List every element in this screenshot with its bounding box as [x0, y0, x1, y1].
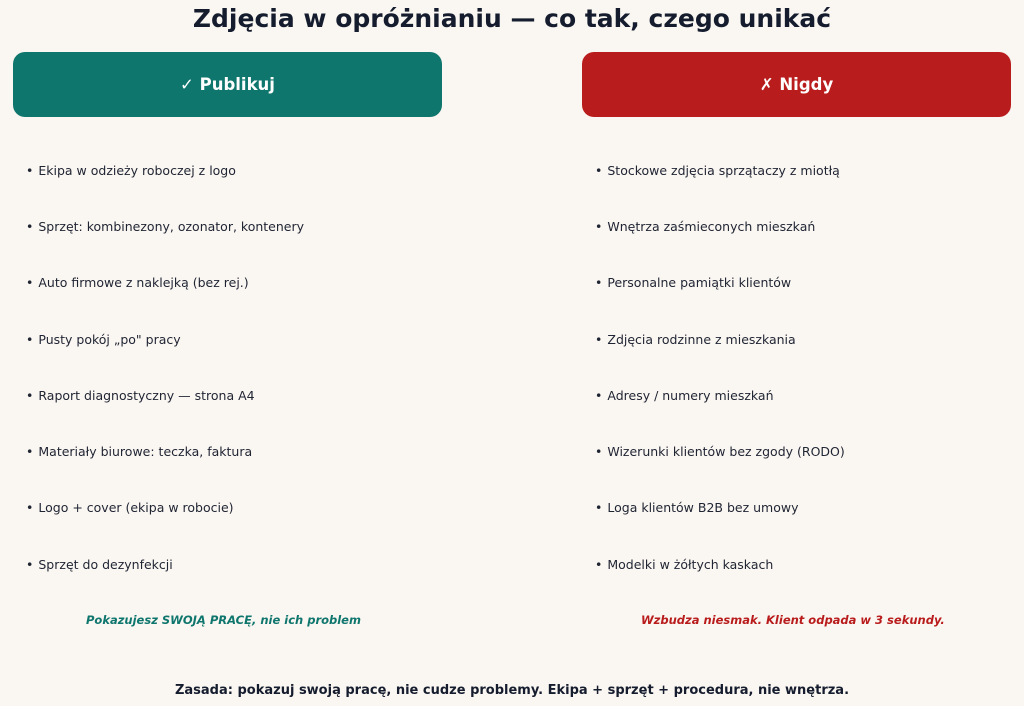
- list-item-label: Materiały biurowe: teczka, faktura: [38, 444, 253, 460]
- bullet: •: [26, 500, 34, 516]
- list-item: [595, 423, 1024, 479]
- list-item-label: Personalne pamiątki klientów: [607, 275, 792, 291]
- bullet: •: [595, 556, 603, 572]
- bullet: •: [595, 331, 603, 347]
- list-item-label: Wnętrza zaśmieconych mieszkań: [607, 218, 816, 234]
- bullet: •: [26, 275, 34, 291]
- list-item: [26, 142, 456, 198]
- list-item: [26, 367, 456, 423]
- never-list: [595, 142, 1024, 592]
- list-item: [595, 311, 1024, 367]
- bullet: •: [26, 218, 34, 234]
- bullet: •: [26, 331, 34, 347]
- list-item: [595, 142, 1024, 198]
- bullet: •: [26, 556, 34, 572]
- list-item-label: Ekipa w odzieży roboczej z logo: [38, 162, 236, 178]
- list-item-label: Sprzęt do dezynfekcji: [38, 556, 173, 572]
- list-item: [26, 198, 456, 254]
- list-item-label: Loga klientów B2B bez umowy: [607, 500, 799, 516]
- list-item-label: Stockowe zdjęcia sprzątaczy z miotłą: [607, 162, 840, 178]
- list-item: [26, 536, 456, 592]
- list-item-label: Adresy / numery mieszkań: [607, 387, 774, 403]
- bullet: •: [595, 218, 603, 234]
- publish-footer-note: Pokazujesz SWOJĄ PRACĘ, nie ich problem: [86, 613, 361, 627]
- never-footer-note: Wzbudza niesmak. Klient odpada w 3 sekundy.: [641, 613, 945, 627]
- bullet: •: [26, 444, 34, 460]
- never-header: ✗ Nigdy: [582, 52, 1011, 117]
- list-item-label: Wizerunki klientów bez zgody (RODO): [607, 444, 845, 460]
- publish-list: [26, 142, 456, 592]
- list-item: [595, 367, 1024, 423]
- bullet: •: [26, 387, 34, 403]
- list-item-label: Pusty pokój „po" pracy: [38, 331, 181, 347]
- rule-caption: Zasada: pokazuj swoją pracę, nie cudze problemy. Ekipa + sprzęt + procedura, nie wnętrza.: [174, 683, 850, 698]
- list-item: [26, 311, 456, 367]
- bullet: •: [26, 162, 34, 178]
- list-item: [26, 255, 456, 311]
- list-item: [595, 536, 1024, 592]
- list-item: [26, 423, 456, 479]
- bullet: •: [595, 444, 603, 460]
- list-item: [595, 255, 1024, 311]
- publish-header: ✓ Publikuj: [13, 52, 442, 117]
- list-item-label: Modelki w żółtych kaskach: [607, 556, 774, 572]
- list-item: [26, 480, 456, 536]
- bullet: •: [595, 162, 603, 178]
- list-item-label: Auto firmowe z naklejką (bez rej.): [38, 275, 249, 291]
- list-item: [595, 198, 1024, 254]
- list-item-label: Raport diagnostyczny — strona A4: [38, 387, 255, 403]
- page-title: Zdjęcia w opróżnianiu — co tak, czego unikać: [192, 4, 832, 33]
- bullet: •: [595, 500, 603, 516]
- list-item-label: Zdjęcia rodzinne z mieszkania: [607, 331, 796, 347]
- bullet: •: [595, 387, 603, 403]
- list-item-label: Sprzęt: kombinezony, ozonator, kontenery: [38, 218, 305, 234]
- list-item: [595, 480, 1024, 536]
- list-item-label: Logo + cover (ekipa w robocie): [38, 500, 234, 516]
- bullet: •: [595, 275, 603, 291]
